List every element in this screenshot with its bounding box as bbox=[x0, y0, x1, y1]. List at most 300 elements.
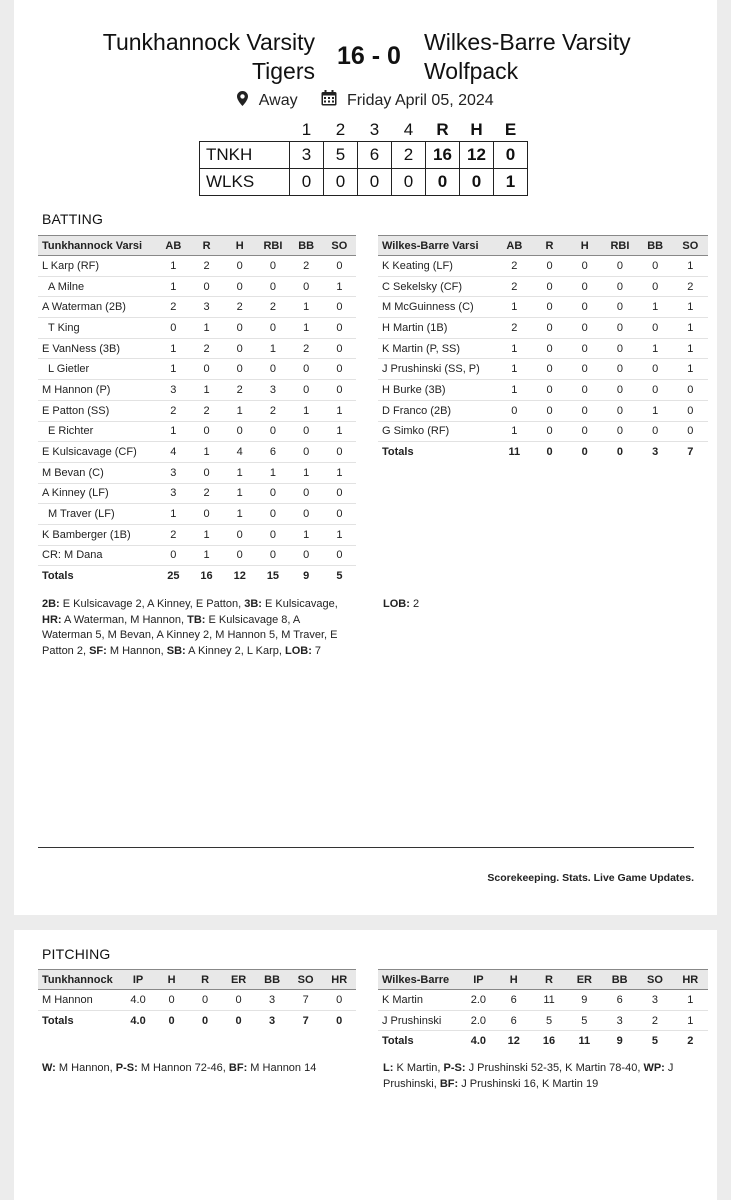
note-label: P-S: bbox=[115, 1062, 138, 1074]
linescore-cell: 12 bbox=[460, 141, 494, 168]
player-name: E Richter bbox=[38, 421, 157, 442]
player-name: A Kinney (LF) bbox=[38, 483, 157, 504]
stat-cell: 0 bbox=[256, 504, 289, 525]
totals-cell: 0 bbox=[222, 1010, 256, 1031]
home-pitching-table bbox=[38, 969, 356, 1031]
linescore-table bbox=[199, 119, 528, 196]
home-pitching-notes bbox=[42, 1061, 362, 1077]
stat-cell: 1 bbox=[290, 297, 323, 318]
note-text: M Hannon, bbox=[55, 1062, 116, 1074]
box-player-row bbox=[378, 421, 708, 442]
note-text: M Hannon 72-46, bbox=[137, 1062, 229, 1074]
stat-cell: 11 bbox=[531, 990, 566, 1011]
player-name: C Sekelsky (CF) bbox=[378, 276, 497, 297]
stat-cell: 1 bbox=[638, 297, 673, 318]
stat-cell: 2 bbox=[190, 338, 223, 359]
totals-cell: 7 bbox=[289, 1010, 323, 1031]
box-player-row bbox=[38, 442, 356, 463]
stat-cell: 0 bbox=[190, 359, 223, 380]
stat-cell: 0 bbox=[256, 318, 289, 339]
stat-cell: 0 bbox=[602, 380, 637, 401]
stat-cell: 1 bbox=[223, 483, 256, 504]
stat-cell: 0 bbox=[567, 359, 602, 380]
linescore-header: 4 bbox=[403, 119, 414, 139]
stat-cell: 0 bbox=[567, 276, 602, 297]
stat-cell: 0 bbox=[290, 421, 323, 442]
stat-cell: 0 bbox=[223, 338, 256, 359]
player-name: J Prushinski (SS, P) bbox=[378, 359, 497, 380]
totals-label: Totals bbox=[378, 442, 497, 463]
stat-cell: 1 bbox=[256, 338, 289, 359]
player-name: E VanNess (3B) bbox=[38, 338, 157, 359]
home-team-line1: Tunkhannock Varsity bbox=[102, 29, 315, 55]
box-team-header: Wilkes-Barre bbox=[378, 970, 461, 990]
player-name: M McGuinness (C) bbox=[378, 297, 497, 318]
linescore-cell: 6 bbox=[358, 141, 392, 168]
stat-cell: 0 bbox=[188, 990, 222, 1011]
note-label: BF: bbox=[228, 1062, 248, 1074]
stat-cell: 0 bbox=[323, 359, 356, 380]
player-name: J Prushinski bbox=[378, 1010, 461, 1031]
stat-cell: 1 bbox=[673, 297, 708, 318]
player-name: K Bamberger (1B) bbox=[38, 524, 157, 545]
stat-cell: 0 bbox=[290, 545, 323, 566]
box-player-row bbox=[378, 276, 708, 297]
linescore-cell: 0 bbox=[494, 141, 528, 168]
box-column-header: R bbox=[190, 236, 223, 256]
box-column-header: HR bbox=[673, 970, 708, 990]
box-player-row bbox=[38, 483, 356, 504]
totals-cell: 3 bbox=[255, 1010, 289, 1031]
stat-cell: 0 bbox=[290, 442, 323, 463]
note-label: TB: bbox=[187, 613, 206, 626]
stat-cell: 2 bbox=[290, 338, 323, 359]
box-totals-row bbox=[378, 442, 708, 463]
linescore-cell: 0 bbox=[426, 168, 460, 195]
stat-cell: 2 bbox=[223, 380, 256, 401]
box-player-row bbox=[378, 256, 708, 277]
stat-cell: 0 bbox=[602, 421, 637, 442]
stat-cell: 0 bbox=[157, 318, 190, 339]
box-column-header: R bbox=[531, 970, 566, 990]
batting-title: BATTING bbox=[42, 211, 104, 227]
player-name: D Franco (2B) bbox=[378, 400, 497, 421]
stat-cell: 0 bbox=[323, 545, 356, 566]
box-player-row bbox=[378, 338, 708, 359]
player-name: K Keating (LF) bbox=[378, 256, 497, 277]
stat-cell: 1 bbox=[638, 400, 673, 421]
box-column-header: SO bbox=[637, 970, 672, 990]
stat-cell: 0 bbox=[223, 276, 256, 297]
totals-cell: 9 bbox=[602, 1031, 637, 1052]
stat-cell: 0 bbox=[567, 256, 602, 277]
stat-cell: 1 bbox=[223, 504, 256, 525]
player-name: T King bbox=[38, 318, 157, 339]
stat-cell: 0 bbox=[602, 256, 637, 277]
stat-cell: 4 bbox=[157, 442, 190, 463]
game-date: Friday April 05, 2024 bbox=[346, 91, 494, 109]
stat-cell: 0 bbox=[602, 276, 637, 297]
stat-cell: 0 bbox=[323, 338, 356, 359]
home-batting-notes bbox=[42, 597, 348, 659]
stat-cell: 0 bbox=[532, 338, 567, 359]
stat-cell: 1 bbox=[290, 400, 323, 421]
box-column-header: BB bbox=[290, 236, 323, 256]
stat-cell: 1 bbox=[290, 462, 323, 483]
batting-page bbox=[14, 0, 717, 915]
totals-cell: 12 bbox=[496, 1031, 531, 1052]
stat-cell: 0 bbox=[223, 524, 256, 545]
stat-cell: 0 bbox=[256, 483, 289, 504]
stat-cell: 1 bbox=[673, 1010, 708, 1031]
box-totals-row bbox=[38, 1010, 356, 1031]
stat-cell: 1 bbox=[673, 990, 708, 1011]
stat-cell: 1 bbox=[673, 256, 708, 277]
stat-cell: 0 bbox=[256, 276, 289, 297]
totals-cell: 7 bbox=[673, 442, 708, 463]
footer-tagline: Scorekeeping. Stats. Live Game Updates. bbox=[487, 872, 694, 884]
linescore-header-row bbox=[200, 119, 528, 141]
note-text: E Kulsicavage 2, A Kinney, E Patton, bbox=[59, 598, 245, 610]
box-player-row bbox=[378, 297, 708, 318]
note-text: M Hannon 14 bbox=[247, 1062, 317, 1074]
box-player-row bbox=[38, 359, 356, 380]
stat-cell: 2 bbox=[157, 297, 190, 318]
box-team-header: Wilkes-Barre Varsi bbox=[378, 236, 497, 256]
totals-cell: 12 bbox=[223, 566, 256, 587]
stat-cell: 0 bbox=[567, 318, 602, 339]
stat-cell: 1 bbox=[190, 380, 223, 401]
box-player-row bbox=[378, 318, 708, 339]
stat-cell: 0 bbox=[290, 504, 323, 525]
box-player-row bbox=[378, 380, 708, 401]
stat-cell: 3 bbox=[157, 380, 190, 401]
note-text: J Prushinski 52-35, K Martin 78-40, bbox=[465, 1062, 644, 1074]
stat-cell: 1 bbox=[323, 524, 356, 545]
note-label: LOB: bbox=[383, 598, 410, 610]
linescore-header-blank bbox=[200, 119, 290, 141]
note-text: M Hannon, bbox=[106, 644, 167, 657]
box-header-row bbox=[38, 970, 356, 990]
totals-label: Totals bbox=[378, 1031, 461, 1052]
stat-cell: 0 bbox=[497, 400, 532, 421]
stat-cell: 0 bbox=[567, 400, 602, 421]
stat-cell: 6 bbox=[602, 990, 637, 1011]
stat-cell: 1 bbox=[497, 380, 532, 401]
box-team-header: Tunkhannock Varsi bbox=[38, 236, 157, 256]
stat-cell: 0 bbox=[532, 256, 567, 277]
linescore-header: 3 bbox=[369, 119, 380, 139]
game-location: Away bbox=[258, 91, 298, 109]
home-team-name bbox=[103, 28, 315, 86]
box-column-header: BB bbox=[638, 236, 673, 256]
player-name: K Martin (P, SS) bbox=[378, 338, 497, 359]
stat-cell: 0 bbox=[638, 256, 673, 277]
stat-cell: 6 bbox=[256, 442, 289, 463]
stat-cell: 0 bbox=[673, 380, 708, 401]
totals-cell: 2 bbox=[673, 1031, 708, 1052]
stat-cell: 1 bbox=[290, 318, 323, 339]
box-column-header: IP bbox=[461, 970, 496, 990]
stat-cell: 1 bbox=[673, 359, 708, 380]
stat-cell: 0 bbox=[323, 318, 356, 339]
stat-cell: 0 bbox=[532, 297, 567, 318]
stat-cell: 0 bbox=[256, 545, 289, 566]
linescore-row bbox=[200, 141, 528, 168]
stat-cell: 0 bbox=[532, 421, 567, 442]
note-text: 7 bbox=[311, 644, 322, 657]
away-pitching-notes bbox=[383, 1061, 703, 1092]
stat-cell: 2 bbox=[673, 276, 708, 297]
note-text: 2 bbox=[409, 598, 420, 610]
stat-cell: 2 bbox=[497, 256, 532, 277]
calendar-icon bbox=[321, 90, 337, 111]
box-player-row bbox=[38, 338, 356, 359]
final-score: 16 - 0 bbox=[337, 42, 401, 70]
player-name: K Martin bbox=[378, 990, 461, 1011]
linescore-team: TNKH bbox=[200, 141, 290, 168]
note-text: E Kulsicavage 8, A Waterman 5, M Bevan, A Kinney 2, M Hannon 5, M Traver, E Patton 2, bbox=[42, 613, 338, 657]
box-player-row bbox=[38, 297, 356, 318]
stat-cell: 6 bbox=[496, 1010, 531, 1031]
box-player-row bbox=[378, 1010, 708, 1031]
player-name: M Bevan (C) bbox=[38, 462, 157, 483]
box-header-row bbox=[38, 236, 356, 256]
box-totals-row bbox=[38, 566, 356, 587]
stat-cell: 2 bbox=[190, 400, 223, 421]
totals-cell: 16 bbox=[190, 566, 223, 587]
box-column-header: R bbox=[532, 236, 567, 256]
stat-cell: 1 bbox=[323, 462, 356, 483]
stat-cell: 4 bbox=[223, 442, 256, 463]
stat-cell: 9 bbox=[567, 990, 602, 1011]
stat-cell: 0 bbox=[532, 276, 567, 297]
player-name: L Karp (RF) bbox=[38, 256, 157, 277]
note-text: J Prushinski, bbox=[383, 1062, 674, 1090]
pitching-title: PITCHING bbox=[42, 946, 111, 962]
home-team-line2: Tigers bbox=[251, 58, 315, 84]
box-player-row bbox=[38, 524, 356, 545]
linescore-header: 2 bbox=[335, 119, 346, 139]
stat-cell: 0 bbox=[323, 442, 356, 463]
note-text: K Martin, bbox=[393, 1062, 444, 1074]
box-player-row bbox=[38, 421, 356, 442]
linescore-cell: 3 bbox=[290, 141, 324, 168]
stat-cell: 0 bbox=[638, 359, 673, 380]
stat-cell: 0 bbox=[673, 421, 708, 442]
pitching-page bbox=[14, 930, 717, 1200]
stat-cell: 0 bbox=[290, 380, 323, 401]
linescore-header: 1 bbox=[301, 119, 312, 139]
stat-cell: 0 bbox=[532, 318, 567, 339]
away-team-line1: Wilkes-Barre Varsity bbox=[424, 29, 631, 55]
box-column-header: RBI bbox=[256, 236, 289, 256]
stat-cell: 3 bbox=[637, 990, 672, 1011]
stat-cell: 2 bbox=[256, 297, 289, 318]
stat-cell: 1 bbox=[323, 400, 356, 421]
away-team-name bbox=[424, 28, 631, 86]
stat-cell: 0 bbox=[256, 359, 289, 380]
box-player-row bbox=[378, 400, 708, 421]
note-label: LOB: bbox=[284, 644, 312, 657]
box-player-row bbox=[38, 380, 356, 401]
stat-cell: 2 bbox=[190, 256, 223, 277]
linescore-team: WLKS bbox=[200, 168, 290, 195]
linescore-cell: 1 bbox=[494, 168, 528, 195]
stat-cell: 1 bbox=[673, 318, 708, 339]
stat-cell: 2 bbox=[157, 400, 190, 421]
linescore-cell: 0 bbox=[392, 168, 426, 195]
note-text: E Kulsicavage, bbox=[261, 598, 338, 610]
stat-cell: 0 bbox=[532, 359, 567, 380]
game-meta bbox=[14, 90, 717, 111]
stat-cell: 0 bbox=[223, 359, 256, 380]
totals-cell: 0 bbox=[188, 1010, 222, 1031]
away-batting-table bbox=[378, 235, 708, 462]
location-pin-icon bbox=[237, 91, 248, 111]
box-column-header: SO bbox=[289, 970, 323, 990]
linescore-cell: 5 bbox=[324, 141, 358, 168]
player-name: M Traver (LF) bbox=[38, 504, 157, 525]
stat-cell: 3 bbox=[190, 297, 223, 318]
stat-cell: 0 bbox=[567, 338, 602, 359]
stat-cell: 0 bbox=[567, 297, 602, 318]
stat-cell: 1 bbox=[497, 297, 532, 318]
stat-cell: 0 bbox=[223, 421, 256, 442]
stat-cell: 0 bbox=[323, 256, 356, 277]
totals-cell: 4.0 bbox=[461, 1031, 496, 1052]
stat-cell: 3 bbox=[602, 1010, 637, 1031]
stat-cell: 0 bbox=[290, 359, 323, 380]
home-batting-table bbox=[38, 235, 356, 587]
note-label: SB: bbox=[166, 644, 186, 657]
box-column-header: SO bbox=[323, 236, 356, 256]
note-label: SF: bbox=[89, 644, 107, 657]
player-name: M Hannon (P) bbox=[38, 380, 157, 401]
totals-cell: 5 bbox=[323, 566, 356, 587]
stat-cell: 1 bbox=[323, 421, 356, 442]
box-column-header: HR bbox=[322, 970, 356, 990]
stat-cell: 1 bbox=[190, 524, 223, 545]
stat-cell: 0 bbox=[602, 400, 637, 421]
note-label: HR: bbox=[42, 613, 62, 626]
stat-cell: 1 bbox=[223, 462, 256, 483]
linescore-cell: 16 bbox=[426, 141, 460, 168]
stat-cell: 2 bbox=[497, 276, 532, 297]
stat-cell: 0 bbox=[638, 276, 673, 297]
note-label: 3B: bbox=[244, 598, 262, 610]
stat-cell: 0 bbox=[638, 380, 673, 401]
stat-cell: 0 bbox=[638, 318, 673, 339]
box-column-header: BB bbox=[602, 970, 637, 990]
box-column-header: IP bbox=[121, 970, 155, 990]
totals-cell: 0 bbox=[602, 442, 637, 463]
stat-cell: 0 bbox=[290, 276, 323, 297]
box-column-header: H bbox=[223, 236, 256, 256]
box-player-row bbox=[38, 462, 356, 483]
stat-cell: 0 bbox=[223, 318, 256, 339]
note-text: A Kinney 2, L Karp, bbox=[185, 644, 285, 657]
stat-cell: 0 bbox=[190, 462, 223, 483]
stat-cell: 3 bbox=[255, 990, 289, 1011]
stat-cell: 1 bbox=[190, 318, 223, 339]
stat-cell: 0 bbox=[602, 318, 637, 339]
stat-cell: 0 bbox=[638, 421, 673, 442]
stat-cell: 3 bbox=[157, 483, 190, 504]
stat-cell: 2 bbox=[497, 318, 532, 339]
player-name: E Kulsicavage (CF) bbox=[38, 442, 157, 463]
note-label: P-S: bbox=[443, 1062, 466, 1074]
linescore-row bbox=[200, 168, 528, 195]
box-column-header: RBI bbox=[602, 236, 637, 256]
box-player-row bbox=[38, 318, 356, 339]
box-column-header: BB bbox=[255, 970, 289, 990]
stat-cell: 0 bbox=[223, 256, 256, 277]
stat-cell: 0 bbox=[602, 359, 637, 380]
totals-cell: 0 bbox=[322, 1010, 356, 1031]
player-name: CR: M Dana bbox=[38, 545, 157, 566]
box-player-row bbox=[38, 276, 356, 297]
stat-cell: 2 bbox=[190, 483, 223, 504]
stat-cell: 0 bbox=[323, 483, 356, 504]
linescore-cell: 0 bbox=[460, 168, 494, 195]
page-divider bbox=[38, 847, 694, 848]
box-player-row bbox=[38, 256, 356, 277]
stat-cell: 0 bbox=[673, 400, 708, 421]
stat-cell: 2.0 bbox=[461, 990, 496, 1011]
player-name: H Martin (1B) bbox=[378, 318, 497, 339]
box-column-header: H bbox=[496, 970, 531, 990]
stat-cell: 6 bbox=[496, 990, 531, 1011]
stat-cell: 1 bbox=[157, 359, 190, 380]
stat-cell: 0 bbox=[290, 483, 323, 504]
stat-cell: 2 bbox=[637, 1010, 672, 1031]
box-header-row bbox=[378, 236, 708, 256]
stat-cell: 0 bbox=[323, 380, 356, 401]
box-player-row bbox=[38, 545, 356, 566]
totals-cell: 15 bbox=[256, 566, 289, 587]
stat-cell: 7 bbox=[289, 990, 323, 1011]
stat-cell: 0 bbox=[256, 524, 289, 545]
stat-cell: 1 bbox=[638, 338, 673, 359]
stat-cell: 0 bbox=[323, 504, 356, 525]
stat-cell: 2 bbox=[223, 297, 256, 318]
stat-cell: 0 bbox=[157, 545, 190, 566]
box-player-row bbox=[378, 359, 708, 380]
stat-cell: 0 bbox=[323, 297, 356, 318]
stat-cell: 0 bbox=[256, 421, 289, 442]
totals-cell: 0 bbox=[532, 442, 567, 463]
note-label: WP: bbox=[643, 1062, 665, 1074]
totals-cell: 9 bbox=[290, 566, 323, 587]
stat-cell: 0 bbox=[222, 990, 256, 1011]
box-column-header: AB bbox=[157, 236, 190, 256]
linescore-header: E bbox=[504, 119, 517, 139]
linescore-cell: 0 bbox=[324, 168, 358, 195]
stat-cell: 1 bbox=[256, 462, 289, 483]
stat-cell: 4.0 bbox=[121, 990, 155, 1011]
stat-cell: 1 bbox=[497, 359, 532, 380]
stat-cell: 1 bbox=[157, 256, 190, 277]
stat-cell: 0 bbox=[532, 400, 567, 421]
totals-cell: 3 bbox=[638, 442, 673, 463]
away-pitching-table bbox=[378, 969, 708, 1052]
away-team-line2: Wolfpack bbox=[424, 58, 519, 84]
totals-label: Totals bbox=[38, 566, 157, 587]
player-name: L Gietler bbox=[38, 359, 157, 380]
player-name: H Burke (3B) bbox=[378, 380, 497, 401]
linescore-header: H bbox=[470, 119, 483, 139]
